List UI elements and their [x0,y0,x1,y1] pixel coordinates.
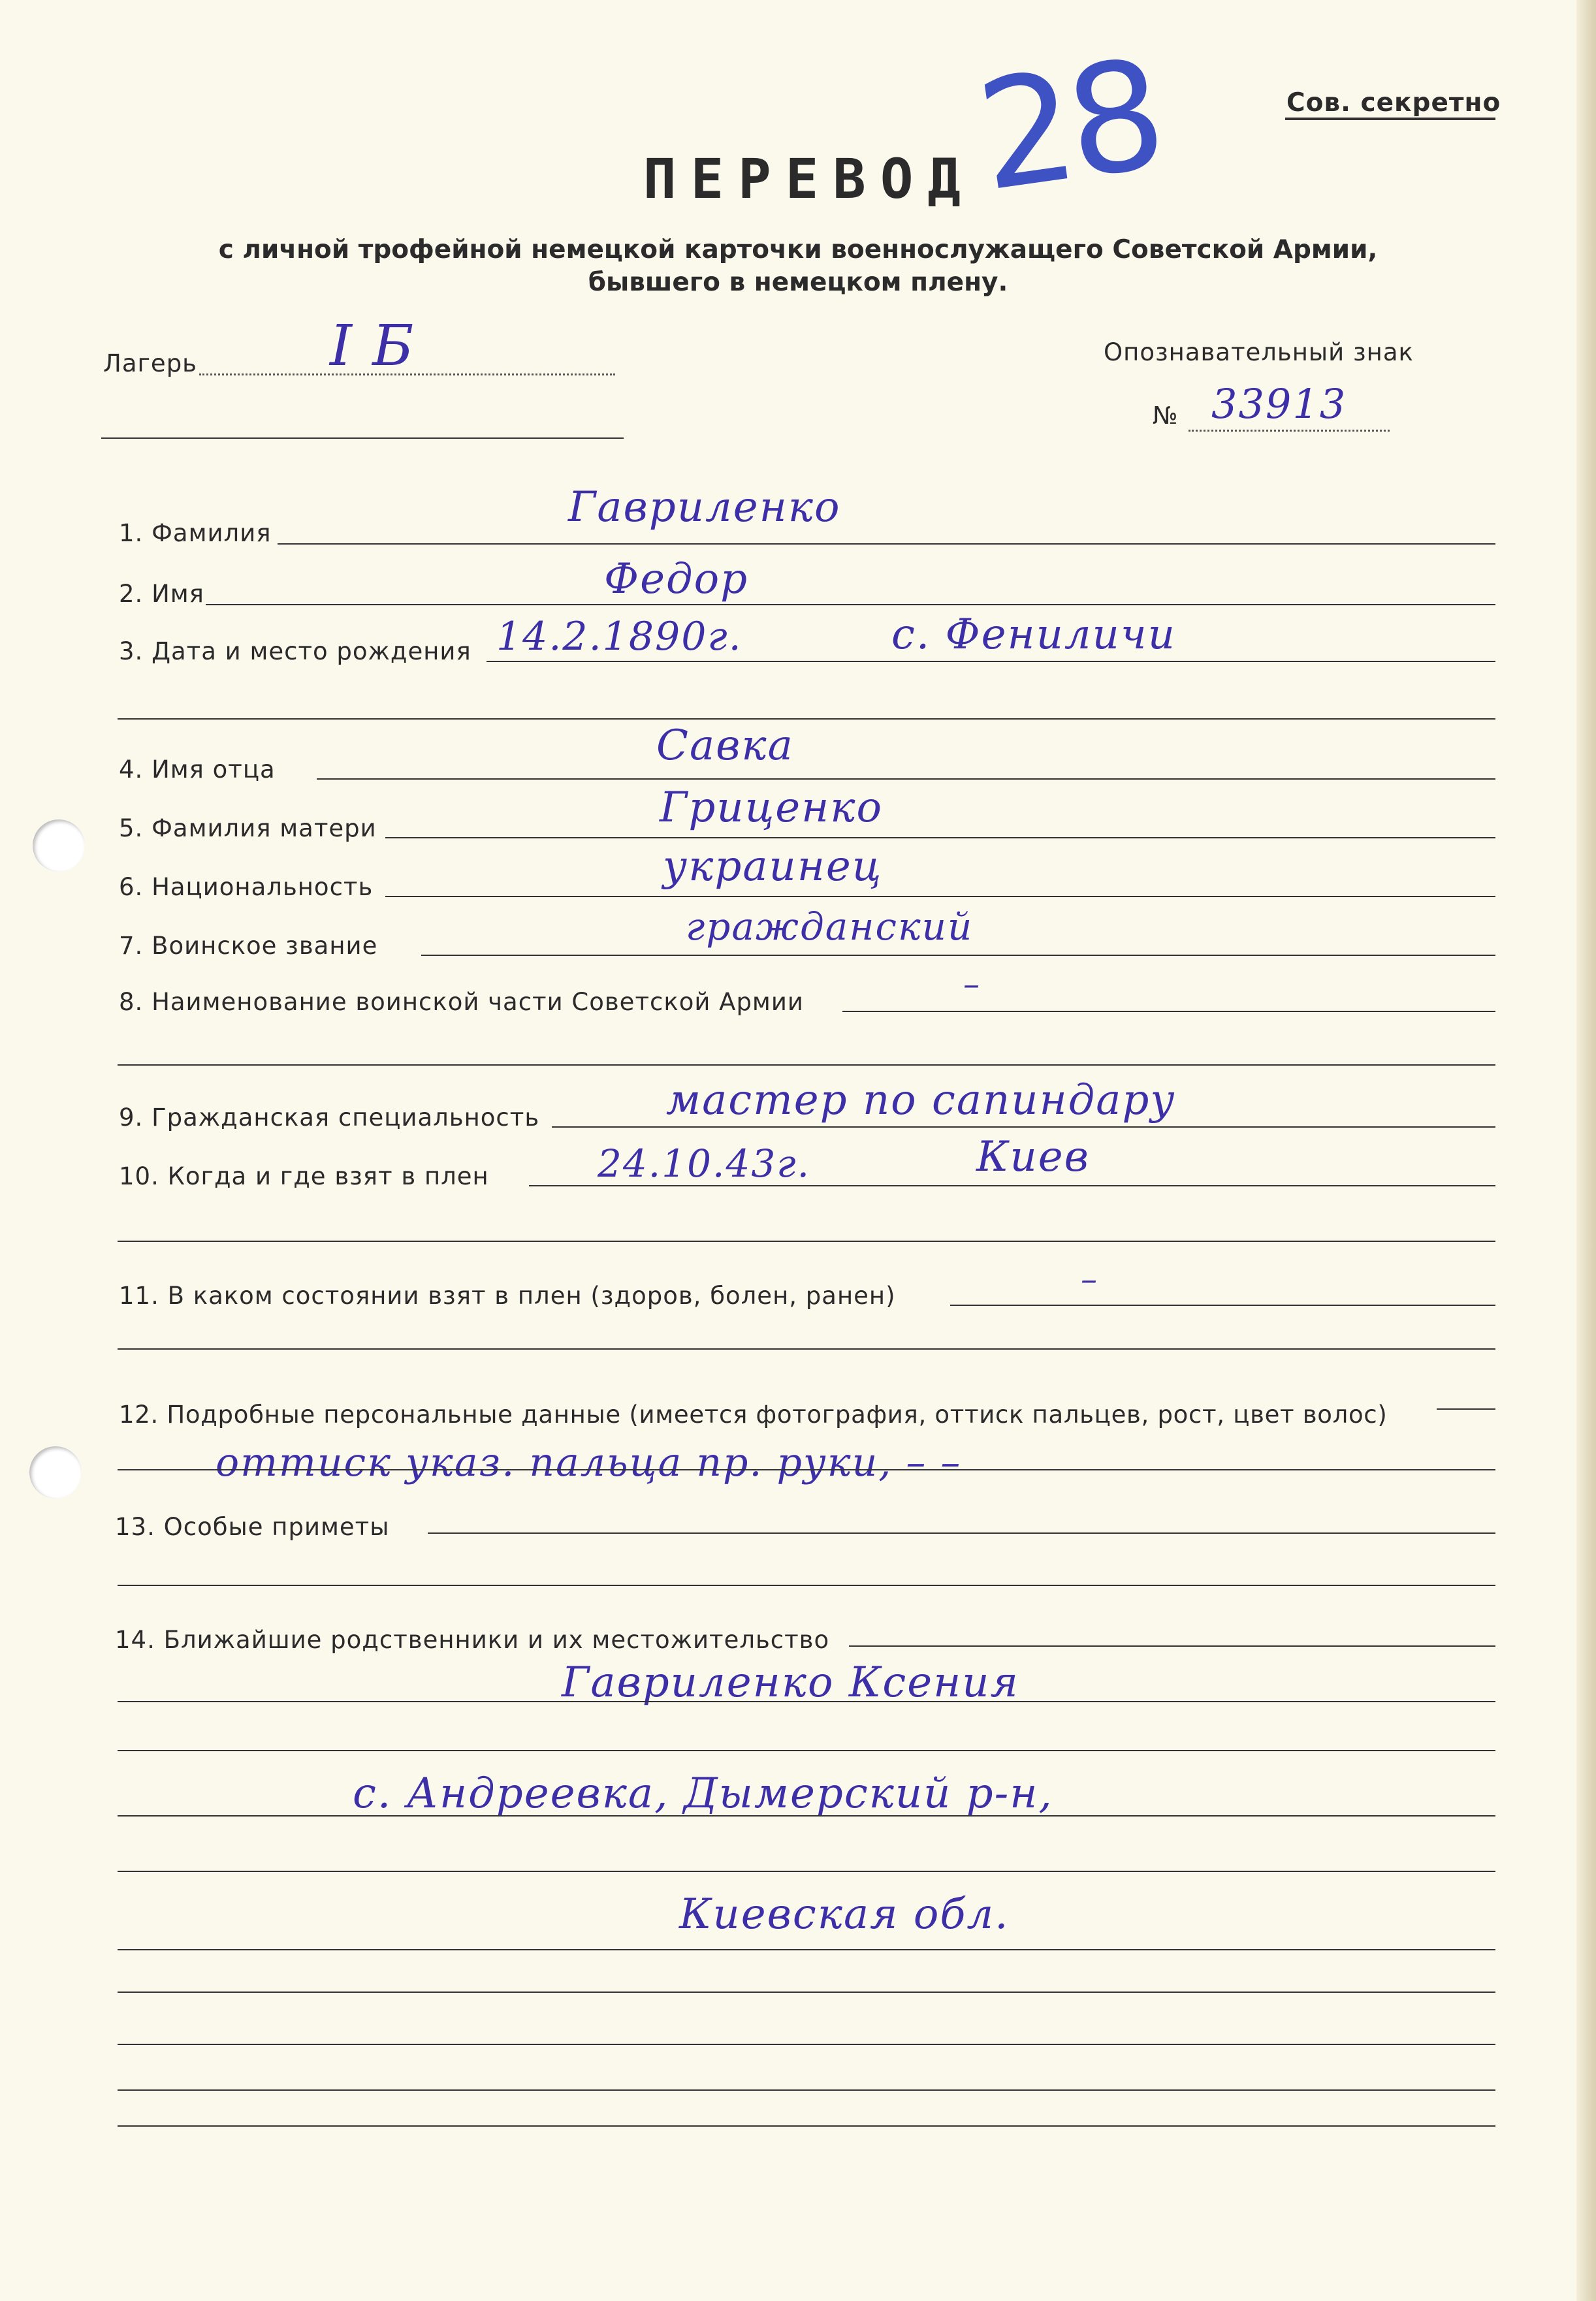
archive-number: 28 [968,27,1169,225]
field-4-label: 4. Имя отца [119,755,276,784]
field-14-row-3 [118,1815,1495,1817]
field-8-line [842,1011,1495,1012]
id-mark-label: Опознавательный знак [1104,338,1414,366]
field-10-line-2 [118,1241,1495,1242]
punch-hole-top [33,819,85,872]
field-12-line-2 [118,1469,1495,1470]
field-12-value: оттиск указ. пальца пр. руки, – – [215,1440,962,1485]
field-11-value: – [1081,1260,1098,1298]
field-11-line-2 [118,1348,1495,1350]
field-9-line [552,1126,1495,1128]
field-14-row-4 [118,1871,1495,1872]
field-14-row-1 [118,1701,1495,1702]
field-7-line [421,955,1495,956]
field-14-line [849,1645,1495,1647]
field-3-label: 3. Дата и место рождения [119,637,471,665]
field-12-line [1437,1408,1495,1410]
field-1-label: 1. Фамилия [119,519,272,547]
id-number-line [1189,430,1390,432]
field-6-value: украинец [663,842,883,891]
field-14-row-9 [118,2125,1495,2127]
field-9-value: мастер по сапиндару [666,1076,1176,1124]
field-14-line-3-value: Киевская обл. [679,1890,1010,1939]
field-13-line-2 [118,1585,1495,1586]
field-14-line-2-value: с. Андреевка, Дымерский р-н, [353,1769,1053,1818]
classification-underline [1285,118,1495,120]
field-8-value: – [963,965,981,1003]
field-4-value: Савка [656,722,794,770]
field-10-date: 24.10.43г. [598,1141,811,1186]
field-2-line [206,604,1495,605]
id-number-value: 33913 [1211,380,1347,428]
field-14-label: 14. Ближайшие родственники и их местожительство [115,1626,830,1654]
field-14-row-5 [118,1949,1495,1950]
field-9-label: 9. Гражданская специальность [119,1103,540,1132]
field-4-line [317,778,1495,780]
field-11-label: 11. В каком состоянии взят в плен (здоров, болен, ранен) [119,1282,896,1310]
camp-label: Лагерь [103,349,197,377]
field-6-label: 6. Национальность [119,873,374,901]
field-13-label: 13. Особые приметы [115,1513,390,1541]
field-10-place: Киев [976,1133,1090,1181]
field-14-row-8 [118,2089,1495,2091]
punch-hole-bottom [29,1446,82,1499]
field-6-line [385,896,1495,897]
field-14-row-2 [118,1750,1495,1751]
field-2-label: 2. Имя [119,580,204,608]
field-14-row-7 [118,2044,1495,2045]
field-3-line-2 [118,718,1495,720]
field-7-value: гражданский [686,904,974,949]
paper-edge [1576,0,1596,2301]
field-2-value: Федор [604,555,749,603]
subtitle-line-1: с личной трофейной немецкой карточки военнослужащего Советской Армии, [218,235,1378,264]
camp-value: I Б [330,313,415,379]
field-3-place: с. Фениличи [891,611,1176,659]
classification-stamp: Сов. секретно [1286,88,1501,118]
field-5-label: 5. Фамилия матери [119,814,377,842]
page-title: ПЕРЕВОД [643,147,976,211]
field-1-line [278,543,1495,545]
field-11-line [950,1305,1495,1306]
field-12-label: 12. Подробные персональные данные (имеется фотография, оттиск пальцев, рост, цвет волос) [119,1401,1388,1429]
field-14-row-6 [118,1992,1495,1993]
subtitle-line-2: бывшего в немецком плену. [588,268,1008,297]
field-5-line [385,837,1495,838]
field-14-line-1-value: Гавриленко Ксения [562,1658,1019,1707]
field-3-date: 14.2.1890г. [496,614,742,659]
camp-line-2 [101,437,624,439]
id-number-prefix: № [1153,402,1179,430]
field-7-label: 7. Воинское звание [119,932,378,960]
field-10-label: 10. Когда и где взят в плен [119,1162,489,1190]
field-3-line [487,661,1495,662]
field-8-line-2 [118,1064,1495,1066]
field-5-value: Гриценко [660,784,883,832]
field-13-line [428,1532,1495,1534]
field-1-value: Гавриленко [568,483,841,532]
field-8-label: 8. Наименование воинской части Советской Армии [119,988,804,1016]
